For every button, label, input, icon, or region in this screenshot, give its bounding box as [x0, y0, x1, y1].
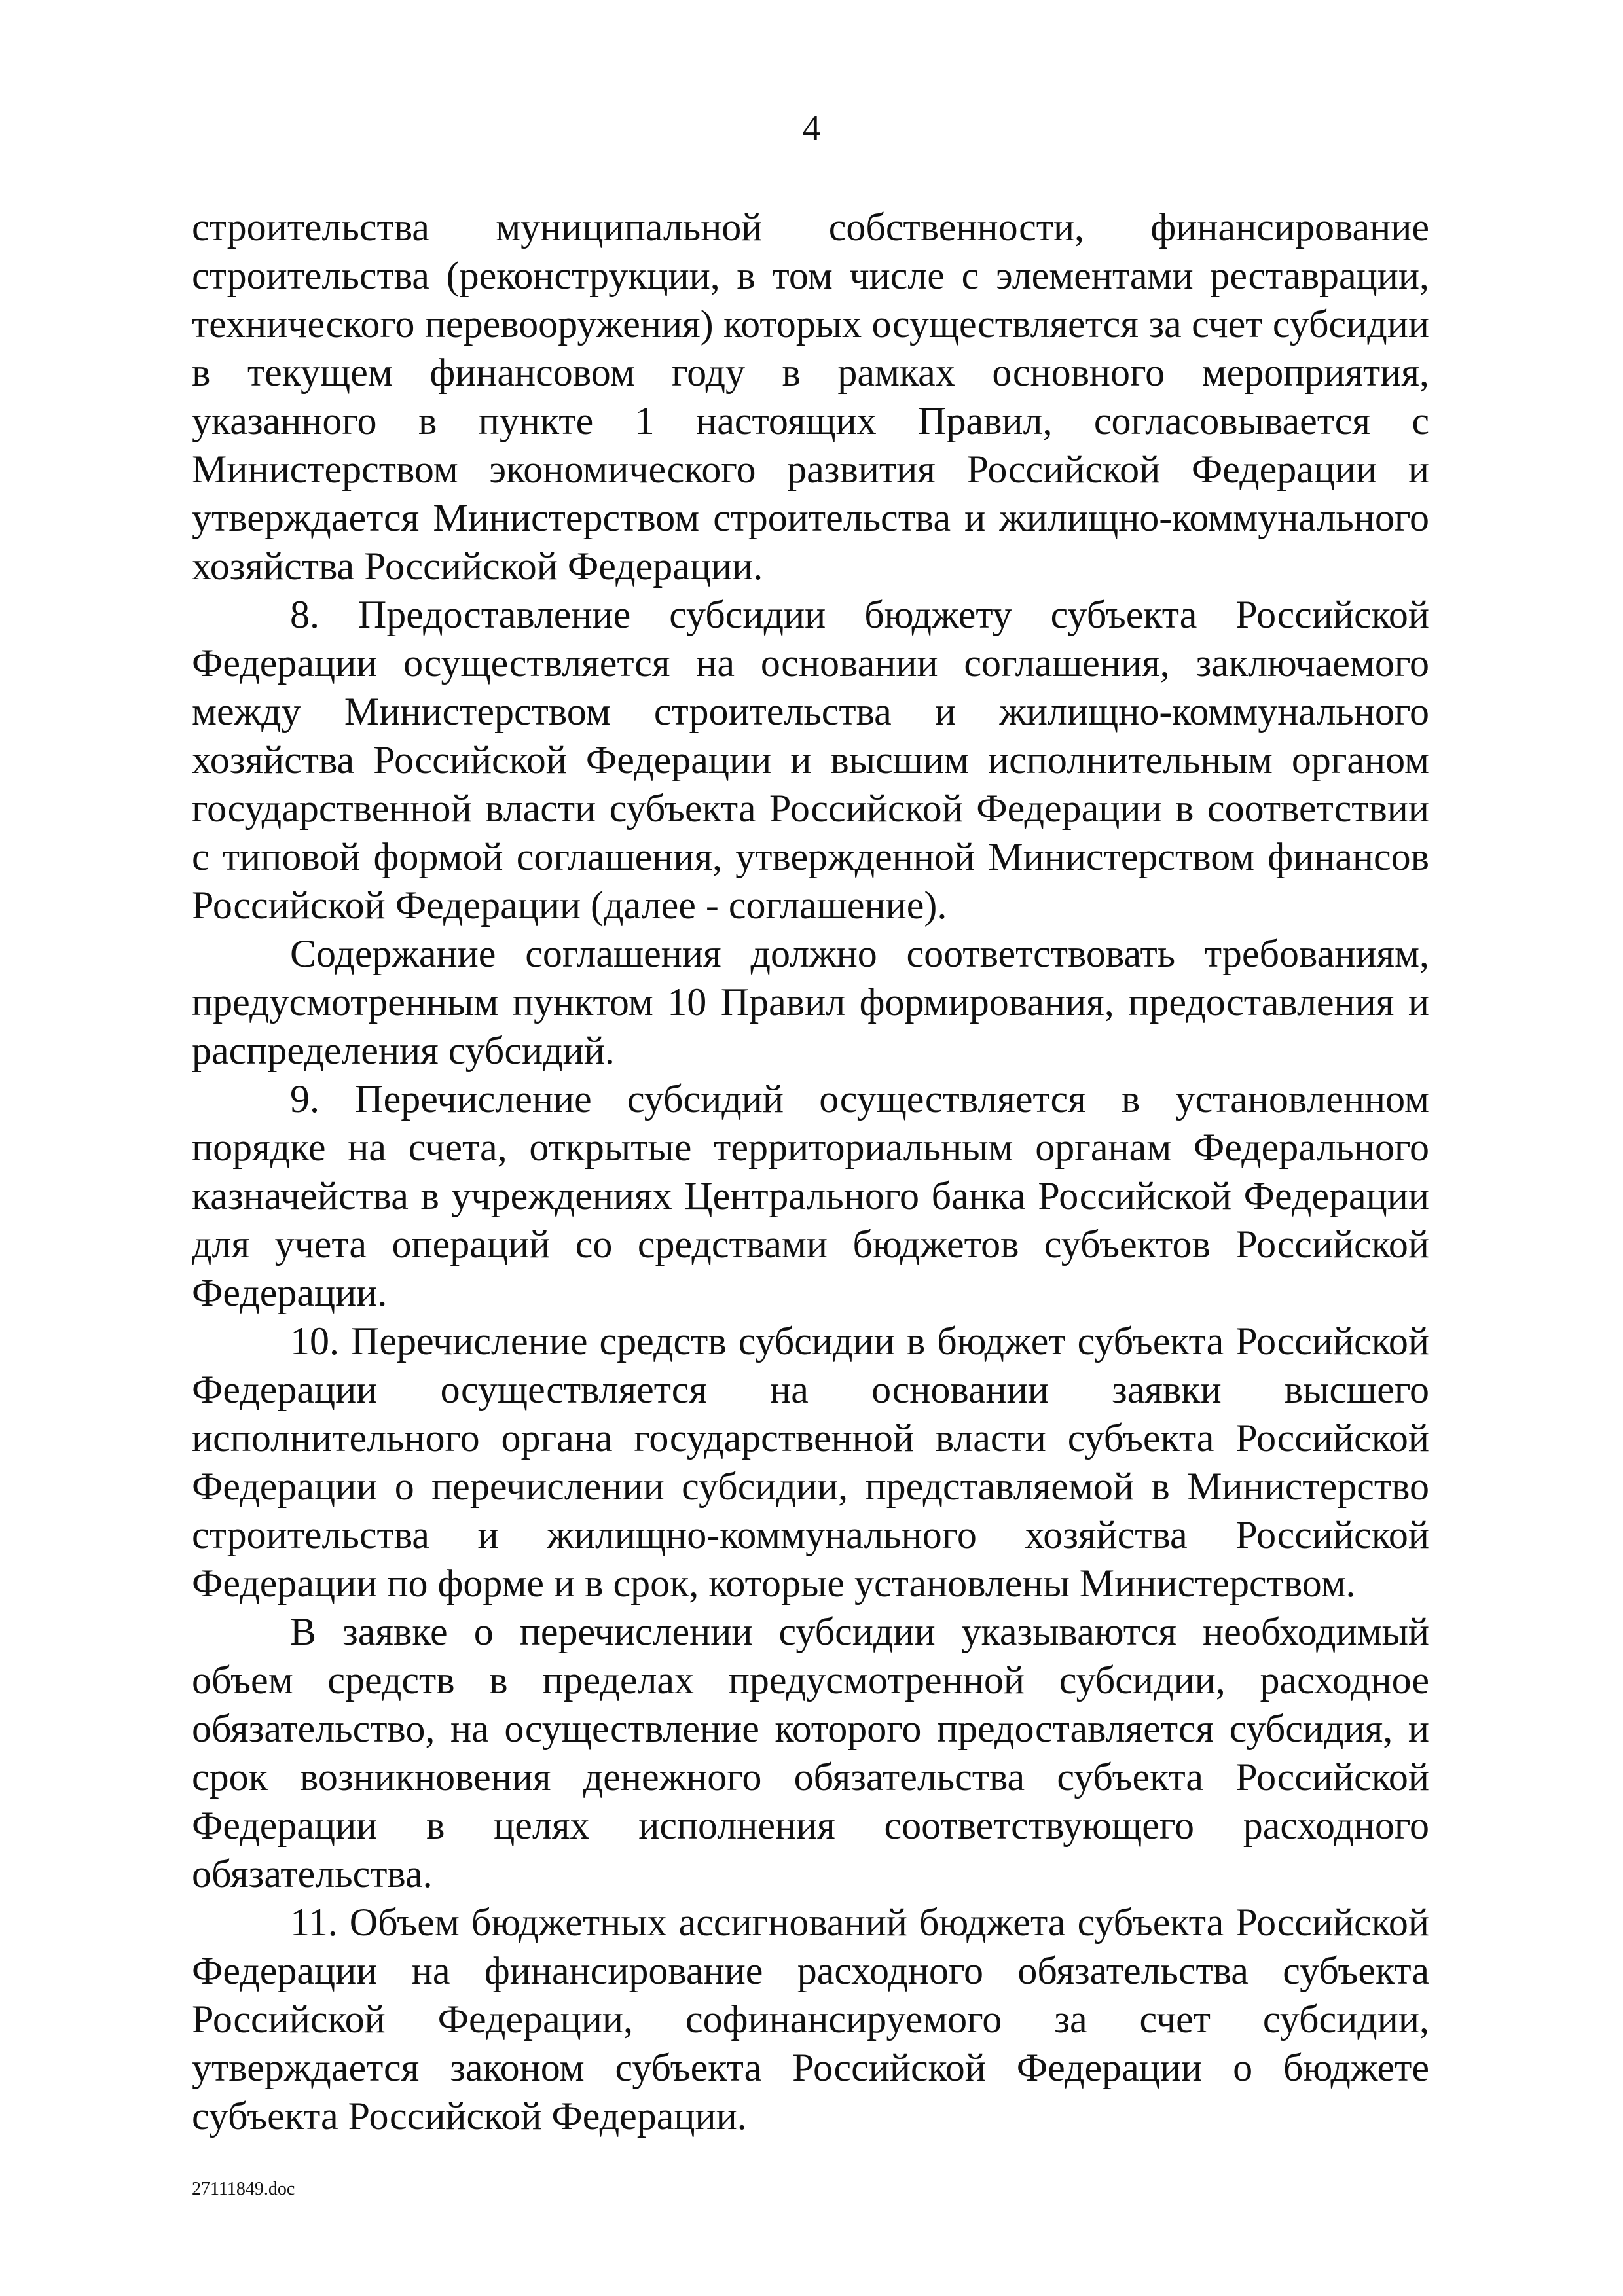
page-number: 4	[802, 108, 821, 149]
paragraph-11: 11. Объем бюджетных ассигнований бюджета субъекта Российской Федерации на финансирование расходного обязательства субъекта Российской Федерации, софинансируемого за счет субсидии, утверждается законом субъекта Российской Федерации о бюджете субъекта Российской Федерации.	[192, 1901, 1429, 2138]
paragraph-8-agreement-content: Содержание соглашения должно соответствовать требованиям, предусмотренным пунктом 10 Правил формирования, предоставления и распределения субсидий.	[192, 932, 1429, 1072]
paragraph-9: 9. Перечисление субсидий осуществляется в установленном порядке на счета, открытые территориальным органам Федерального казначейства в учреждениях Центрального банка Российской Федерации для учета операций со средствами бюджетов субъектов Российской Федерации.	[192, 1077, 1429, 1314]
paragraph-10-application: В заявке о перечислении субсидии указываются необходимый объем средств в пределах предусмотренной субсидии, расходное обязательство, на осуществление которого предоставляется субсидия, и срок возникновения денежного обязательства субъекта Российской Федерации в целях исполнения соответствующего расходного обязательства.	[192, 1610, 1429, 1895]
document-body	[192, 203, 1429, 2140]
paragraph-10: 10. Перечисление средств субсидии в бюджет субъекта Российской Федерации осуществляется на основании заявки высшего исполнительного органа государственной власти субъекта Российской Федерации о перечислении субсидии, представляемой в Министерство строительства и жилищно-коммунального хозяйства Российской Федерации по форме и в срок, которые установлены Министерством.	[192, 1319, 1429, 1605]
paragraph-7-continuation: строительства муниципальной собственности, финансирование строительства (реконструкции, в том числе с элементами реставрации, технического перевооружения) которых осуществляется за счет субсидии в текущем финансовом году в рамках основного мероприятия, указанного в пункте 1 настоящих Правил, согласовывается с Министерством экономического развития Российской Федерации и утверждается Министерством строительства и жилищно-коммунального хозяйства Российской Федерации.	[192, 206, 1429, 588]
paragraph-8: 8. Предоставление субсидии бюджету субъекта Российской Федерации осуществляется на основании соглашения, заключаемого между Министерством строительства и жилищно-коммунального хозяйства Российской Федерации и высшим исполнительным органом государственной власти субъекта Российской Федерации в соответствии с типовой формой соглашения, утвержденной Министерством финансов Российской Федерации (далее - соглашение).	[192, 593, 1429, 927]
footer-doc-id: 27111849.doc	[192, 2179, 295, 2199]
